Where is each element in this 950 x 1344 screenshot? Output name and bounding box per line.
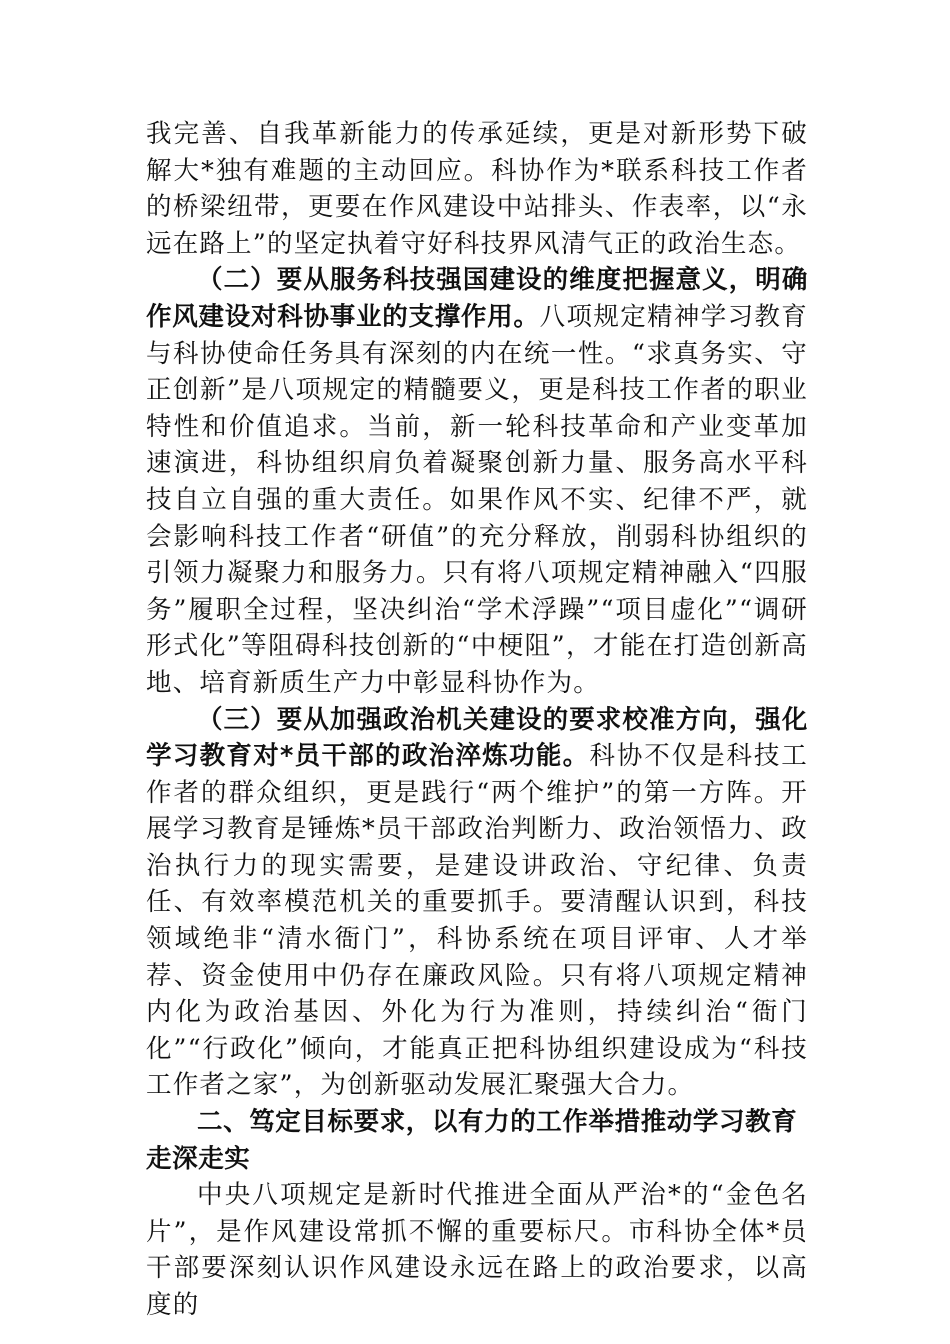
paragraph-text: 科协不仅是科技工作者的群众组织，更是践行“两个维护”的第一方阵。开展学习教育是锤炼*员干部政治判断力、政治领悟力、政治执行力的现实需要，是建设讲政治、守纪律、负责任、有效率模范机关的重要抓手。要清醒认识到，科技领域绝非“清水衙门”，科协系统在项目评审、人才举荐、资金使用中仍存在廉政风险。只有将八项规定精神内化为政治基因、外化为行为准则，持续纠治“衙门化”“行政化”倾向，才能真正把科协组织建设成为“科技工作者之家”，为创新驱动发展汇聚强大合力。 <box>146 741 808 1101</box>
paragraph-lead: （二）要从服务科技强国建设的维度把握意义，明确作风建设对科协事业的支撑作用。 <box>146 265 808 332</box>
paragraph-text: 中央八项规定是新时代推进全面从严治*的“金色名片”，是作风建设常抓不懈的重要标尺。市科协全体*员干部要深刻认识作风建设永远在路上的政治要求，以高度的 <box>146 1180 808 1320</box>
paragraph-section-2 <box>146 262 808 701</box>
paragraph-lead: （三）要从加强政治机关建设的要求校准方向，强化学习教育对*员干部的政治淬炼功能。 <box>146 704 808 772</box>
document-page <box>146 116 808 1324</box>
paragraph-text: 我完善、自我革新能力的传承延续，更是对新形势下破解大*独有难题的主动回应。科协作为*联系科技工作者的桥梁纽带，更要在作风建设中站排头、作表率，以“永远在路上”的坚定执着守好科技界风清气正的政治生态。 <box>146 119 808 259</box>
paragraph-continuation <box>146 116 808 262</box>
paragraph-closing <box>146 1177 808 1323</box>
paragraph-text: 八项规定精神学习教育与科协使命任务具有深刻的内在统一性。“求真务实、守正创新”是八项规定的精髓要义，更是科技工作者的职业特性和价值追求。当前，新一轮科技革命和产业变革加速演进，科协组织肩负着凝聚创新力量、服务高水平科技自立自强的重大责任。如果作风不实、纪律不严，就会影响科技工作者“研值”的充分释放，削弱科协组织的引领力凝聚力和服务力。只有将八项规定精神融入“四服务”履职全过程，坚决纠治“学术浮躁”“项目虚化”“调研形式化”等阻碍科技创新的“中梗阻”，才能在打造创新高地、培育新质生产力中彰显科协作为。 <box>146 301 808 698</box>
paragraph-section-3 <box>146 702 808 1105</box>
section-heading: 二、笃定目标要求，以有力的工作举措推动学习教育走深走实 <box>146 1107 798 1174</box>
